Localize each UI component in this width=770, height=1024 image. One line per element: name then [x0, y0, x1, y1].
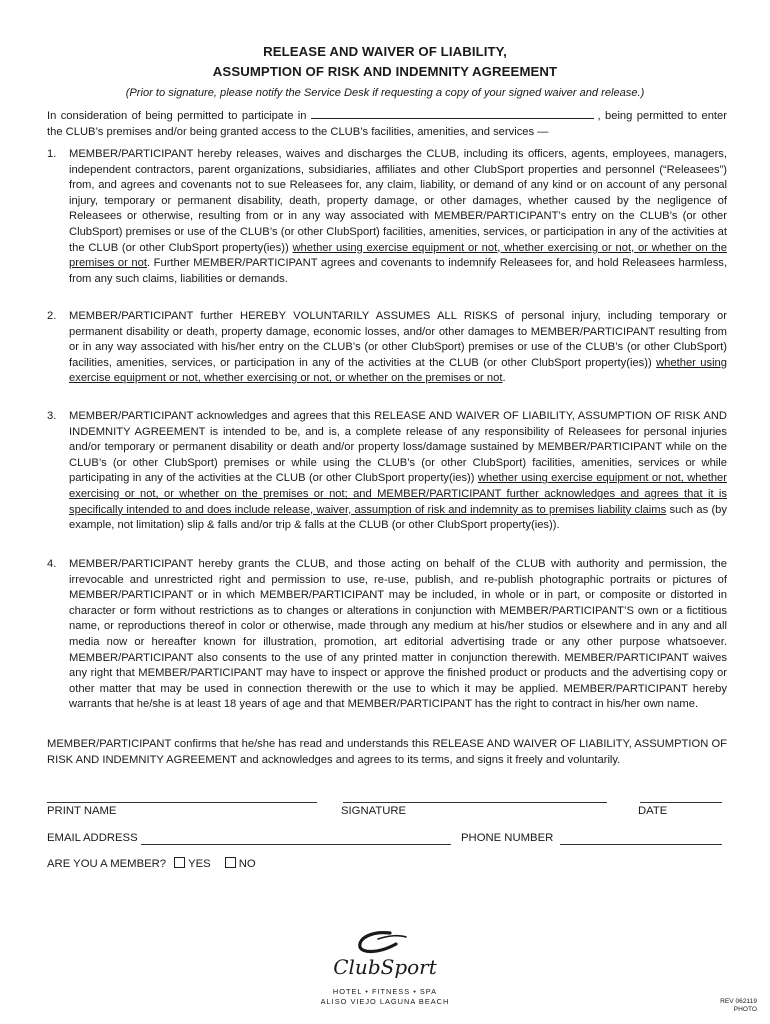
revision-line-2: PHOTO	[733, 1006, 757, 1013]
no-label: NO	[238, 858, 256, 870]
logo-tagline: HOTEL • FITNESS • SPA	[332, 987, 438, 996]
clause-underlined-text: whether using exercise equipment or not, whether exercising or not, or whether on the premises or not; and MEMBER/PARTICIPANT further acknowledges and agrees that it is specifically intended to and does include release, waiver, assumption of risk and indemnity as to premises liability claims	[69, 472, 727, 516]
email-label: EMAIL ADDRESS	[47, 832, 138, 844]
clause-number: 2.	[47, 310, 57, 322]
signature-label: SIGNATURE	[341, 805, 407, 817]
date-line[interactable]	[640, 802, 722, 803]
clause-underlined-text: whether using exercise equipment or not, whether exercising or not, or whether on the premises or not	[69, 241, 727, 270]
clause-number: 1.	[47, 148, 57, 160]
clause-text	[69, 409, 727, 534]
clause-3	[47, 409, 727, 534]
document-subtitle: (Prior to signature, please notify the Service Desk if requesting a copy of your signed waiver and release.)	[125, 87, 645, 99]
email-line[interactable]	[141, 844, 451, 845]
clause-body-after: . Further MEMBER/PARTICIPANT agrees and covenants to indemnify Releasees for, and hold Releasees harmless, from any such claims, liabilities or demands.	[69, 257, 727, 285]
signature-line[interactable]	[343, 802, 607, 803]
clause-4	[47, 557, 727, 713]
date-label: DATE	[638, 805, 668, 817]
confirmation-paragraph: MEMBER/PARTICIPANT confirms that he/she has read and understands this RELEASE AND WAIVER OF LIABILITY, ASSUMPTION OF RISK AND INDEMNITY AGREEMENT and acknowledges and agrees to its terms, and signs it freely and voluntarily.	[47, 738, 727, 766]
clause-number: 3.	[47, 410, 57, 422]
clause-body: MEMBER/PARTICIPANT hereby releases, waives and discharges the CLUB, including its officers, agents, employees, managers, independent contractors, parent organizations, subsidiaries, affiliates and other ClubSport properties and personnel (“Releasees”) from, and agrees and covenants not to sue Releasees for, any claim, liability, or demand of any kind or on account of any personal injury, temporary or permanent disability, death, property damage, or other damages, whether caused by the negligence of Releasees or otherwise, resulting from or in any way associated with MEMBER/PARTICIPANT’s entry on the CLUB’s (or other ClubSport) premises or use of the CLUB’s (or other ClubSport) facilities, amenities, services, or participation in any of the activities at the CLUB (or other ClubSport property(ies))	[69, 148, 727, 254]
clause-text	[69, 557, 727, 713]
clause-body: MEMBER/PARTICIPANT acknowledges and agrees that this RELEASE AND WAIVER OF LIABILITY, ASSUMPTION OF RISK AND INDEMNITY AGREEMENT is intended to be, and is, a complete release of any responsibility of Releasees for personal injuries and/or temporary or permanent disability or death and/or property loss/damage sustained by MEMBER/PARTICIPANT while on the CLUB’s (or other ClubSport) premises or while using the CLUB’s (or other ClubSport) facilities, amenities, services or while participating in any of the activities at the CLUB (or other ClubSport property(ies))	[69, 410, 727, 485]
print-name-line[interactable]	[47, 802, 317, 803]
document-title-line2: ASSUMPTION OF RISK AND INDEMNITY AGREEMENT	[212, 64, 558, 79]
clause-body-after: .	[502, 372, 506, 385]
intro-text-end: , being permitted to enter the CLUB’s premises and/or being granted access to the CLUB’s facilities, amenities, and services —	[47, 110, 727, 138]
logo-location: ALISO VIEJO LAGUNA BEACH	[320, 997, 450, 1006]
clause-1	[47, 147, 727, 287]
member-question-label: ARE YOU A MEMBER?	[47, 858, 167, 870]
clause-body: MEMBER/PARTICIPANT further HEREBY VOLUNTARILY ASSUMES ALL RISKS of personal injury, including temporary or permanent disability or death, property damage, economic losses, and/or other damages to MEMBER/PARTICIPANT resulting from or in any way associated with his/her entry on the CLUB’s (or other ClubSport) premises or use of the CLUB’s (or other ClubSport) facilities, amenities, services, or participation in any of the activities at the CLUB (or other ClubSport property(ies))	[69, 310, 727, 369]
clause-underlined-text: whether using exercise equipment or not, whether exercising or not, or whether on the premises or not	[69, 356, 727, 385]
phone-label: PHONE NUMBER	[461, 832, 554, 844]
intro-text-start: In consideration of being permitted to participate in	[47, 110, 307, 122]
logo-wordmark: ClubSport	[333, 955, 437, 979]
clause-body-after: such as (by example, not limitation) slip & falls and/or trip & falls at the CLUB (or other ClubSport property(ies)).	[69, 503, 727, 532]
intro-paragraph	[47, 108, 727, 140]
member-question-row	[47, 857, 256, 870]
print-name-label: PRINT NAME	[47, 805, 117, 817]
revision-line-1: REV 062119	[720, 998, 757, 1005]
clause-number: 4.	[47, 558, 57, 570]
document-title-line1: RELEASE AND WAIVER OF LIABILITY,	[263, 44, 507, 59]
clause-2	[47, 309, 727, 387]
yes-label: YES	[188, 858, 211, 870]
yes-checkbox[interactable]	[174, 857, 185, 868]
clause-text	[69, 147, 727, 287]
clause-text	[69, 309, 727, 387]
phone-line[interactable]	[560, 844, 722, 845]
no-checkbox[interactable]	[225, 857, 236, 868]
activity-blank-line[interactable]	[311, 108, 594, 119]
clause-body: MEMBER/PARTICIPANT hereby grants the CLUB, and those acting on behalf of the CLUB with authority and permission, the irrevocable and unrestricted right and permission to use, re-use, publish, and re-publish photographic portraits or pictures of MEMBER/PARTICIPANT or in which MEMBER/PARTICIPANT may be included, in whole or in part, or composite or distorted in character or form without restrictions as to changes or alterations in conjunction with MEMBER/PARTICIPANT’S own or a fictitious name, or reproductions thereof in color or otherwise, made through any medium at his/her studios or elsewhere and in any and all media now or hereafter known for illustration, promotion, art editorial advertising trade or any other purpose whatsoever. MEMBER/PARTICIPANT also consents to the use of any printed matter in conjunction therewith. MEMBER/PARTICIPANT waives any right that MEMBER/PARTICIPANT may have to inspect or approve the finished product or products and the advertising copy or other matter that may be used in connection therewith or the use to which it may be applied. MEMBER/PARTICIPANT hereby warrants that he/she is at least 18 years of age and that MEMBER/PARTICIPANT has the right to contract in his/her own name.	[69, 558, 727, 711]
revision-code	[720, 998, 757, 1014]
